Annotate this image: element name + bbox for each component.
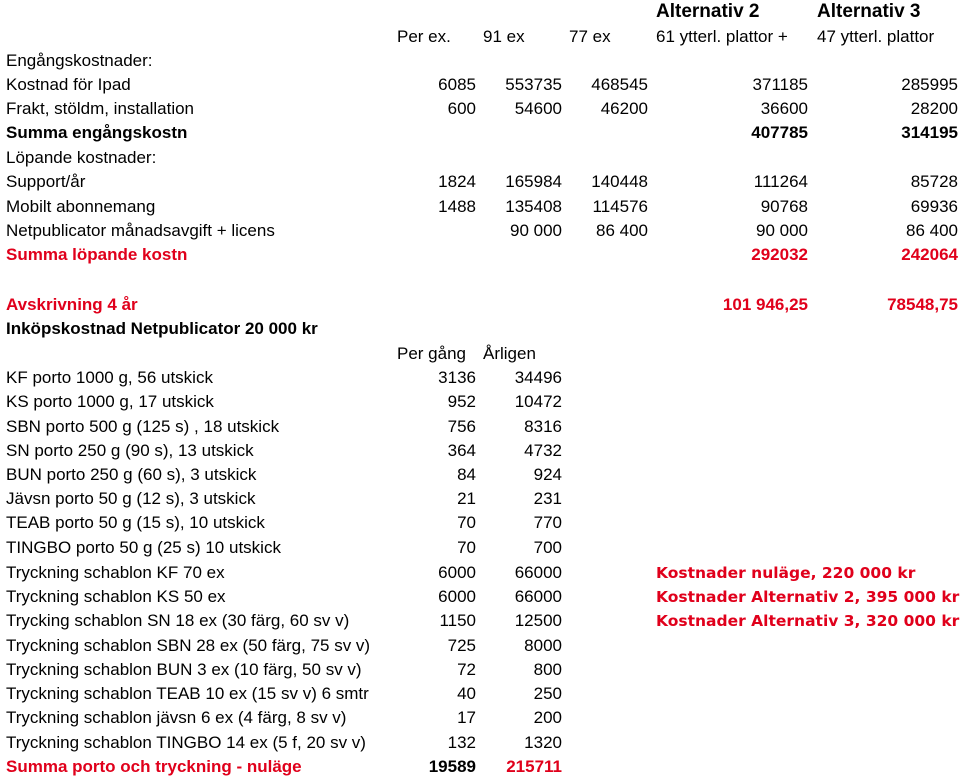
row-label: Jävsn porto 50 g (12 s), 3 utskick [6,489,256,508]
cell-arligen: 800 [533,660,562,679]
cell-alt2: 111264 [753,172,808,191]
cell-arligen: 66000 [514,563,562,582]
cell-alt3: 314195 [901,123,958,142]
col-per-gang: Per gång [397,344,466,363]
cell-alt2: 101 946,25 [722,295,808,314]
table-row [0,585,960,609]
table-row [0,463,960,487]
table-row [0,415,960,439]
cell-alt2: 371185 [752,75,808,94]
table-row [0,682,960,706]
cell-per-ex: 1488 [438,197,476,216]
row-label: BUN porto 250 g (60 s), 3 utskick [6,465,257,484]
cell-arligen: 8316 [524,417,562,436]
cell-77-ex: 468545 [591,75,648,94]
cell-per-ex: 600 [447,99,476,118]
cell-alt2: 36600 [760,99,808,118]
row-label: TEAB porto 50 g (15 s), 10 utskick [6,513,265,532]
cell-arligen: 700 [533,538,562,557]
cell-91-ex: 135408 [505,197,562,216]
cell-alt3: 28200 [910,99,958,118]
cell-91-ex: 553735 [505,75,562,94]
cell-per-gang: 952 [447,392,476,411]
cell-arligen: 924 [533,465,562,484]
cell-arligen: 10472 [514,392,562,411]
lower-header-row [0,342,960,366]
row-label: Tryckning schablon KF 70 ex [6,563,225,582]
row-label: Tryckning schablon jävsn 6 ex (4 färg, 8 sv v) [6,708,347,727]
table-row-avskrivning [0,293,960,317]
cell-per-gang: 40 [457,684,476,703]
cell-77-ex: 114576 [592,197,648,216]
row-label: Engångskostnader: [6,51,153,70]
alt3-title: Alternativ 3 [817,1,921,22]
cell-arligen: 250 [533,684,562,703]
table-row [0,170,960,194]
row-label: Avskrivning 4 år [6,295,138,314]
row-label: Tryckning schablon TINGBO 14 ex (5 f, 20 sv v) [6,733,366,752]
note-kostnader-alt3: Kostnader Alternativ 3, 320 000 kr [656,612,960,630]
cell-77-ex: 86 400 [596,221,648,240]
table-row [0,487,960,511]
cell-per-gang: 17 [457,708,476,727]
table-row [0,73,960,97]
cell-per-ex: 1824 [438,172,476,191]
cell-per-gang: 70 [457,513,476,532]
col-61-ytterl: 61 ytterl. plattor + [656,27,788,46]
cell-arligen: 8000 [524,636,562,655]
cell-alt3: 69936 [910,197,958,216]
cell-per-gang: 84 [457,465,476,484]
header-row-alternatives [0,0,960,24]
cell-91-ex: 54600 [514,99,562,118]
cell-alt2: 292032 [751,245,808,264]
cell-per-gang: 132 [447,733,476,752]
col-91-ex: 91 ex [483,27,525,46]
row-label: Löpande kostnader: [6,148,157,167]
col-77-ex: 77 ex [569,27,611,46]
row-label: Support/år [6,172,86,191]
table-row [0,609,960,633]
table-row [0,97,960,121]
table-row [0,390,960,414]
table-row [0,536,960,560]
cell-alt3: 85728 [910,172,958,191]
row-label: Summa löpande kostn [6,245,188,264]
cell-91-ex: 90 000 [510,221,562,240]
cell-77-ex: 140448 [591,172,648,191]
cell-per-gang: 19589 [428,757,476,776]
cell-per-gang: 6000 [438,587,476,606]
row-label: SN porto 250 g (90 s), 13 utskick [6,441,254,460]
row-label: Summa engångskostn [6,123,188,142]
cell-91-ex: 165984 [505,172,562,191]
table-row-inkopskostnad [0,317,960,341]
cell-per-gang: 3136 [438,368,476,387]
table-row [0,366,960,390]
cell-arligen: 66000 [514,587,562,606]
cell-alt3: 86 400 [906,221,958,240]
col-per-ex: Per ex. [397,27,451,46]
cell-arligen: 200 [533,708,562,727]
table-row-summa-lopande-kostn [0,243,960,267]
col-arligen: Årligen [483,344,536,363]
cell-per-gang: 756 [447,417,476,436]
col-47-ytterl: 47 ytterl. plattor [817,27,935,46]
cell-alt2: 90 000 [756,221,808,240]
cell-arligen: 770 [533,513,562,532]
row-label: Kostnad för Ipad [6,75,131,94]
table-row [0,146,960,170]
cell-arligen: 12500 [514,611,562,630]
cell-alt2: 90768 [760,197,808,216]
table-row [0,511,960,535]
table-row [0,634,960,658]
cell-alt3: 285995 [901,75,958,94]
row-label: Tryckning schablon TEAB 10 ex (15 sv v) 6 smtr [6,684,369,703]
cell-per-gang: 70 [457,538,476,557]
cell-per-gang: 6000 [438,563,476,582]
cell-per-gang: 725 [447,636,476,655]
cell-per-gang: 72 [457,660,476,679]
table-row-summa-engangskostn [0,121,960,145]
cell-arligen: 215711 [506,757,562,776]
row-label: Summa porto och tryckning - nuläge [6,757,302,776]
row-label: Trycking schablon SN 18 ex (30 färg, 60 sv v) [6,611,350,630]
note-kostnader-nulage: Kostnader nuläge, 220 000 kr [656,564,916,582]
table-row [0,706,960,730]
alt2-title: Alternativ 2 [656,1,760,22]
cell-per-gang: 1150 [439,611,476,630]
table-row [0,219,960,243]
table-row [0,49,960,73]
row-label: Inköpskostnad Netpublicator 20 000 kr [6,319,318,338]
row-label: Mobilt abonnemang [6,197,156,216]
table-row [0,561,960,585]
row-label: TINGBO porto 50 g (25 s) 10 utskick [6,538,281,557]
row-label: KF porto 1000 g, 56 utskick [6,368,213,387]
cell-arligen: 1320 [524,733,562,752]
table-row [0,439,960,463]
table-row [0,195,960,219]
cell-alt3: 78548,75 [887,295,958,314]
table-row [0,731,960,755]
cell-per-gang: 21 [457,489,476,508]
cell-per-gang: 364 [447,441,476,460]
note-kostnader-alt2: Kostnader Alternativ 2, 395 000 kr [656,588,960,606]
row-label: Netpublicator månadsavgift + licens [6,221,275,240]
cell-arligen: 34496 [514,368,562,387]
cell-per-ex: 6085 [438,75,476,94]
table-row-summa-porto [0,755,960,779]
table-row [0,658,960,682]
row-label: KS porto 1000 g, 17 utskick [6,392,214,411]
cell-arligen: 4732 [524,441,562,460]
row-label: Frakt, stöldm, installation [6,99,195,118]
cell-alt2: 407785 [751,123,808,142]
row-label: Tryckning schablon BUN 3 ex (10 färg, 50 sv v) [6,660,362,679]
cell-arligen: 231 [533,489,562,508]
row-label: Tryckning schablon SBN 28 ex (50 färg, 75 sv v) [6,636,371,655]
cell-alt3: 242064 [901,245,958,264]
cell-77-ex: 46200 [600,99,648,118]
row-label: SBN porto 500 g (125 s) , 18 utskick [6,417,280,436]
header-row-columns [0,25,960,49]
row-label: Tryckning schablon KS 50 ex [6,587,226,606]
